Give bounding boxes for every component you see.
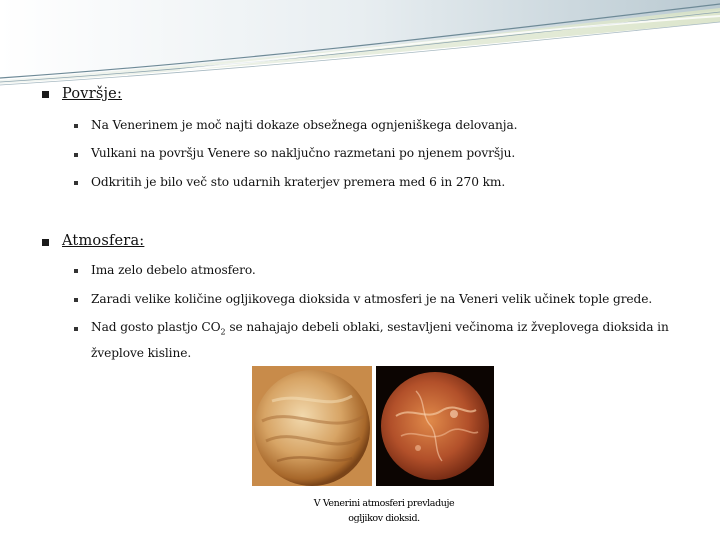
bullet-text-part: Nad gosto plastjo CO xyxy=(91,320,221,334)
section-bullet-icon xyxy=(42,239,49,246)
header-swoosh-decoration xyxy=(0,0,720,90)
image-caption xyxy=(300,496,468,526)
sub-bullet-icon xyxy=(74,298,78,302)
sub-bullet-icon xyxy=(74,327,78,331)
sub-bullet-icon xyxy=(74,269,78,273)
venus-clouds-image xyxy=(252,366,372,486)
bullet-text: Odkritih je bilo več sto udarnih kraterjev premera med 6 in 270 km. xyxy=(91,175,506,189)
bullet-text: Zaradi velike količine ogljikovega dioksida v atmosferi je na Veneri velik učinek tople grede. xyxy=(91,292,653,306)
bullet-text-continuation: žveplove kisline. xyxy=(91,346,192,360)
venus-surface-image xyxy=(376,366,494,486)
bullet-text-part: se nahajajo debeli oblaki, sestavljeni večinoma iz žveplovega dioksida in xyxy=(225,320,669,334)
bullet-text xyxy=(91,320,669,336)
bullet-text: Na Venerinem je moč najti dokaze obsežnega ognjeniškega delovanja. xyxy=(91,118,518,132)
sub-bullet-icon xyxy=(74,181,78,185)
sub-bullet-icon xyxy=(74,153,78,157)
subscript-2: 2 xyxy=(220,327,226,337)
caption-line-2: ogljikov dioksid. xyxy=(348,513,420,524)
bullet-text: Vulkani na površju Venere so naključno razmetani po njenem površju. xyxy=(91,146,516,160)
caption-line-1: V Venerini atmosferi prevladuje xyxy=(313,498,455,509)
sub-bullet-icon xyxy=(74,124,78,128)
bullet-text: Ima zelo debelo atmosfero. xyxy=(91,263,256,277)
section-title-atmosfera: Atmosfera: xyxy=(62,233,145,249)
section-bullet-icon xyxy=(42,91,49,98)
section-title-povrsje: Površje: xyxy=(62,86,123,102)
